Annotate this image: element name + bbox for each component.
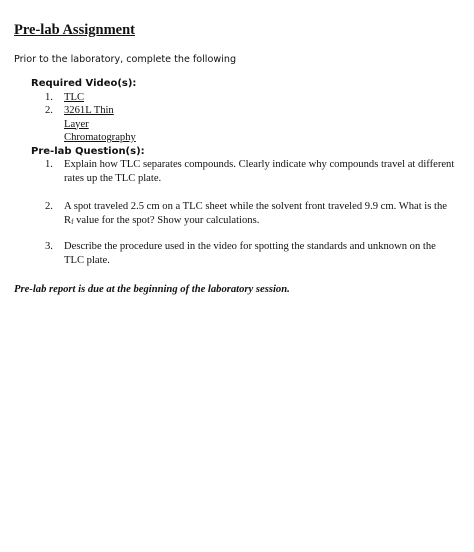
question-text	[64, 200, 456, 229]
question-text: Describe the procedure used in the video for spotting the standards and unknown on the TLC plate.	[64, 241, 436, 266]
list-number: 3.	[45, 241, 53, 252]
page-title: Pre-lab Assignment	[14, 22, 135, 38]
rf-subscript: f	[71, 217, 74, 226]
list-number: 2.	[45, 105, 53, 116]
list-number: 2.	[45, 201, 53, 212]
intro-text: Prior to the laboratory, complete the following	[14, 54, 237, 65]
videos-heading: Required Video(s):	[31, 78, 137, 89]
list-number: 1.	[45, 159, 53, 170]
video-link-tlc[interactable]: TLC	[64, 92, 85, 103]
due-note: Pre-lab report is due at the beginning of the laboratory session.	[14, 284, 290, 295]
video-link-thin-layer-chromatography[interactable]: 3261L Thin Layer Chromatography	[64, 105, 136, 143]
question-text-part: A spot traveled 2.5 cm on a TLC sheet while the solvent front traveled 9.9 cm. What is the R	[64, 201, 447, 226]
list-number: 1.	[45, 92, 53, 103]
question-text-part: value for the spot? Show your calculations.	[73, 214, 260, 226]
questions-heading: Pre-lab Question(s):	[31, 146, 145, 157]
question-text: Explain how TLC separates compounds. Clearly indicate why compounds travel at different rates up the TLC plate.	[64, 159, 455, 184]
